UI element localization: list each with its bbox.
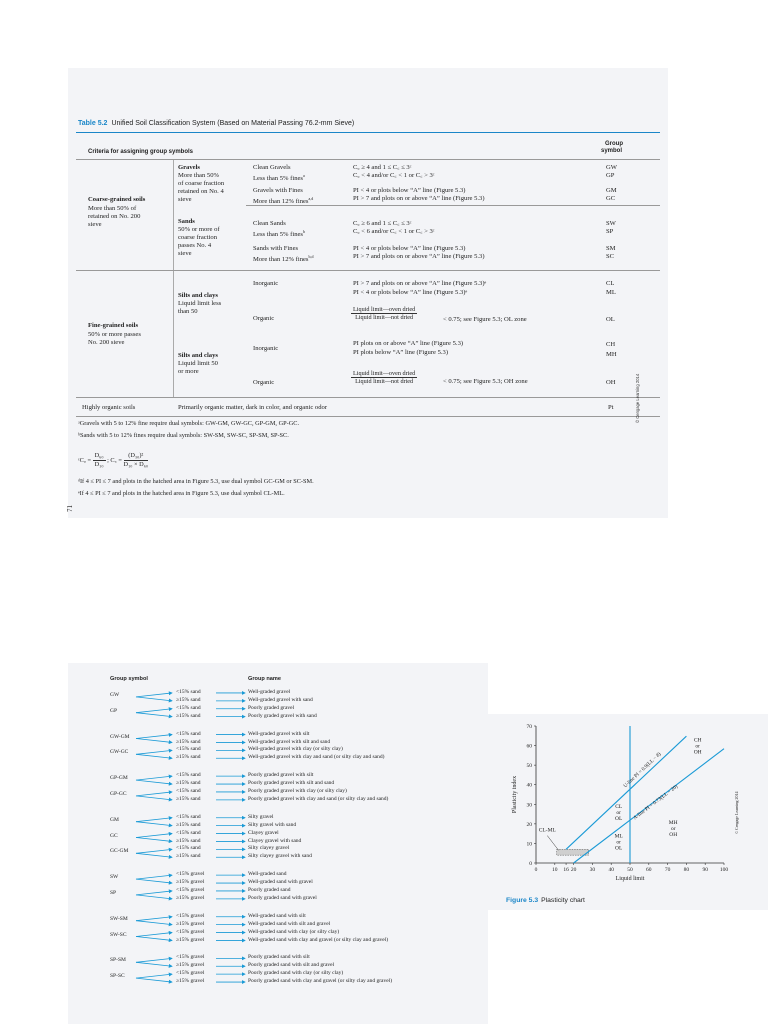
flow-condition: ≥15% gravel — [176, 920, 205, 927]
flow-symbol: SP-SM — [110, 957, 126, 964]
flow-arrow-condition — [136, 750, 172, 754]
zone-cl-ol: OL — [615, 816, 623, 823]
header-symbol: symbol — [601, 148, 623, 154]
fine-highly-rule — [76, 397, 660, 398]
row-clean-sands-b: Less than 5% fines$^b$ — [253, 229, 305, 239]
flow-arrow-condition — [136, 780, 172, 784]
gravels-desc-3: retained on No. 4 — [178, 188, 224, 195]
flow-condition: ≥15% sand — [176, 837, 201, 844]
flow-arrow-condition — [136, 713, 172, 717]
y-tick-label: 60 — [526, 743, 532, 750]
x-tick-label: 20 — [570, 867, 577, 873]
coarse-vrule — [173, 160, 174, 270]
organic-fraction-2-num: Liquid limit—oven dried — [353, 370, 416, 377]
flow-arrow-condition — [136, 697, 172, 701]
flow-condition: <15% sand — [176, 746, 201, 753]
zone-mh-oh: OH — [669, 831, 678, 838]
table-title — [78, 120, 354, 127]
x-tick-label: 100 — [719, 867, 729, 873]
zone-cl-ol: or — [616, 810, 622, 817]
organic-fraction-1 — [351, 306, 417, 321]
flow-condition: <15% sand — [176, 704, 201, 711]
flow-group-name: Poorly graded sand with clay and gravel (or silty clay and gravel) — [248, 978, 393, 985]
flow-group-name: Poorly graded gravel with silt and sand — [248, 780, 335, 787]
footnote-b: ᵇSands with 5 to 12% fines require dual symbols: SW-SM, SW-SC, SP-SM, SP-SC. — [78, 432, 289, 439]
flow-symbol: GP-GM — [110, 775, 128, 782]
flow-arrow-condition — [136, 838, 172, 842]
zone-mh-oh: or — [670, 825, 676, 832]
flow-group-name: Poorly graded gravel with clay (or silty clay) — [248, 788, 347, 794]
symbol-sw: SW — [606, 220, 616, 227]
flow-group-name: Poorly graded sand with silt — [248, 954, 310, 961]
flow-symbol: GC-GM — [110, 848, 129, 855]
row-sands-fines-a: Sands with Fines — [253, 245, 299, 252]
x-tick-label: 30 — [589, 867, 596, 873]
flow-arrow-condition — [136, 978, 172, 982]
flow-symbol: SP-SC — [110, 973, 125, 980]
y-tick-label: 30 — [526, 802, 532, 809]
zone-ch-oh: or — [695, 743, 700, 750]
flow-group-name: Well-graded sand with clay (or silty clay) — [248, 928, 340, 935]
figure-label: Figure 5.3 — [506, 897, 539, 904]
cl-ml-hatched-zone — [557, 849, 589, 855]
flow-condition: <15% gravel — [176, 970, 205, 977]
flow-header-name: Group name — [248, 676, 281, 682]
flow-arrow-condition — [136, 822, 172, 826]
flow-group-name: Poorly graded gravel with sand — [248, 712, 317, 719]
flow-arrow-condition — [136, 754, 172, 758]
table-label: Table 5.2 — [78, 120, 108, 127]
flow-condition: ≥15% gravel — [176, 936, 205, 943]
table-top-rule — [76, 132, 660, 133]
gravels-desc-1: More than 50% — [178, 172, 220, 179]
flow-condition: <15% gravel — [176, 928, 205, 935]
highly-organic-desc: Primarily organic matter, dark in color, and organic odor — [178, 404, 328, 411]
flow-symbol: SW-SC — [110, 931, 127, 938]
row-gravels-fines-a: Gravels with Fines — [253, 187, 303, 194]
symbol-gm: GM — [606, 187, 617, 194]
symbol-ml: ML — [606, 289, 616, 296]
zone-cl-ml: CL-ML — [538, 827, 556, 834]
sands-desc-1: 50% or more of — [178, 226, 220, 233]
row-clean-sands-a: Clean Sands — [253, 220, 286, 227]
flow-group-name: Silty clayey gravel with sand — [248, 853, 312, 860]
silts50-desc-2: than 50 — [178, 308, 198, 315]
flow-symbol: GP-GC — [110, 790, 127, 797]
symbol-sm: SM — [606, 245, 616, 252]
flow-group-name: Poorly graded gravel with silt — [248, 772, 314, 779]
flow-arrow-condition — [136, 974, 172, 978]
x-tick-label: 70 — [664, 867, 671, 873]
header-group: Group — [605, 141, 623, 147]
flow-condition: <15% sand — [176, 689, 201, 695]
flow-group-name: Well-graded sand with clay and gravel (or silty clay and gravel) — [248, 936, 389, 943]
flow-condition: ≥15% sand — [176, 853, 201, 860]
flow-arrow-condition — [136, 776, 172, 780]
flow-condition: ≥15% sand — [176, 738, 201, 745]
flow-condition: ≥15% gravel — [176, 978, 205, 985]
fine-vrule — [173, 271, 174, 397]
y-tick-label: 50 — [526, 763, 532, 770]
a-line-label: A-line PI = 0.73(LL − 20) — [632, 783, 680, 822]
flow-symbol: GW — [110, 691, 120, 698]
row-clean-gravels-a: Clean Gravels — [253, 164, 291, 171]
flow-condition: ≥15% sand — [176, 780, 201, 787]
flow-condition: <15% sand — [176, 845, 201, 852]
chart-copyright: © Cengage Learning 2014 — [734, 791, 739, 834]
zone-ml-ol: or — [616, 839, 622, 846]
flow-group-name: Silty gravel — [248, 813, 274, 820]
flow-group-name: Well-graded sand — [248, 871, 287, 878]
table-copyright: © Cengage Learning 2014 — [635, 373, 640, 423]
flow-condition: ≥15% sand — [176, 696, 201, 703]
y-axis-label: Plasticity index — [512, 775, 518, 814]
flow-group-name: Well-graded sand with silt — [248, 912, 306, 919]
organic-fraction-2-den: Liquid limit—not dried — [355, 378, 414, 385]
y-tick-label: 20 — [526, 821, 532, 828]
flow-condition: <15% sand — [176, 772, 201, 779]
gravels-title: Gravels — [178, 164, 200, 171]
coarse-desc-3: sieve — [88, 221, 102, 228]
y-tick-label: 0 — [529, 861, 532, 867]
table-title-text: Unified Soil Classification System (Based on Material Passing 76.2-mm Sieve) — [111, 120, 355, 127]
plasticity-chart-panel — [488, 714, 768, 910]
flow-arrow-condition — [136, 958, 172, 962]
flow-group-name: Poorly graded gravel — [248, 704, 295, 711]
symbol-gc: GC — [606, 195, 616, 202]
zone-cl-ol: CL — [615, 804, 623, 811]
footnote-a: ᵃGravels with 5 to 12% fine require dual symbols: GW-GM, GW-GC, GP-GM, GP-GC. — [78, 420, 300, 427]
row-sands-fines-b: More than 12% fines$^{b,d}$ — [253, 254, 314, 264]
organic-label-1: Organic — [253, 315, 275, 322]
flow-symbol: SW — [110, 874, 119, 881]
row-sands-fines-c2: PI > 7 and plots on or above “A” line (Figure 5.3) — [353, 253, 485, 260]
flow-condition: <15% sand — [176, 730, 201, 737]
flow-arrow-condition — [136, 875, 172, 879]
y-tick-label: 40 — [526, 782, 532, 789]
flow-arrow-condition — [136, 921, 172, 925]
inorg2-c1: PI plots on or above “A” line (Figure 5.3) — [353, 340, 464, 347]
flow-group-name: Clayey gravel — [248, 829, 279, 836]
flow-arrow-condition — [136, 895, 172, 899]
zone-ch-oh: OH — [693, 749, 702, 756]
row-clean-gravels-c1: Cᵤ ≥ 4 and 1 ≤ C꜀ ≤ 3ᶜ — [353, 164, 412, 171]
x-tick-label: 50 — [627, 867, 633, 873]
row-clean-gravels-c2: Cᵤ < 4 and/or C꜀ < 1 or C꜀ > 3ᶜ — [353, 172, 435, 179]
x-axis-label: Liquid limit — [615, 876, 645, 882]
flow-arrow-condition — [136, 739, 172, 743]
flow-arrow-condition — [136, 937, 172, 941]
flow-symbol: GP — [110, 707, 118, 714]
row-sands-fines-c1: PI < 4 or plots below “A” line (Figure 5.3) — [353, 245, 466, 252]
coarse-desc-2: retained on No. 200 — [88, 213, 141, 220]
header-criteria: Criteria for assigning group symbols — [88, 149, 194, 155]
u-line-label: U-line PI = 0.9(LL − 8) — [622, 751, 663, 790]
flow-arrow-condition — [136, 735, 172, 739]
symbol-oh: OH — [606, 379, 616, 386]
flow-group-name: Well-graded gravel with clay and sand (or silty clay and sand) — [248, 754, 385, 761]
flow-symbol: SP — [110, 889, 117, 896]
coarse-fine-rule — [76, 270, 660, 271]
zone-ml-ol: ML — [614, 833, 623, 840]
plasticity-chart — [488, 714, 768, 910]
group-name-flowchart — [68, 663, 488, 1024]
sands-desc-4: sieve — [178, 250, 192, 257]
flow-arrow-condition — [136, 853, 172, 857]
flow-condition: <15% gravel — [176, 912, 205, 919]
table-bottom-rule — [76, 416, 660, 417]
organic-fraction-1-num: Liquid limit—oven dried — [353, 306, 416, 313]
flow-symbol: GC — [110, 832, 118, 839]
flow-group-name: Silty clayey gravel — [248, 845, 290, 852]
flow-condition: ≥15% gravel — [176, 962, 205, 969]
symbol-sc: SC — [606, 253, 615, 260]
flow-arrow-condition — [136, 796, 172, 800]
flow-group-name: Well-graded gravel with silt and sand — [248, 738, 331, 745]
footnote-c-formula: ᶜCᵤ = $\frac{\text{D₆₀}}{\text{D₁₀}}$ ; C꜀ = $\frac{\text{(D₃₀)²}}{\text{D₁₀ × D₆₀}}$ — [78, 452, 149, 468]
flow-arrow-condition — [136, 834, 172, 838]
inorganic-label-1: Inorganic — [253, 280, 279, 287]
flow-condition: ≥15% gravel — [176, 894, 205, 901]
flow-arrow-condition — [136, 879, 172, 883]
zone-ml-ol: OL — [615, 845, 623, 852]
figure-caption — [506, 897, 585, 904]
zone-ch-oh: CH — [693, 737, 702, 744]
flow-arrow-condition — [136, 891, 172, 895]
sands-desc-3: passes No. 4 — [178, 242, 212, 249]
flow-group-name: Silty gravel with sand — [248, 821, 297, 828]
y-tick-label: 10 — [526, 841, 532, 848]
inorg2-c2: PI plots below “A” line (Figure 5.3) — [353, 349, 449, 356]
flow-condition: ≥15% sand — [176, 754, 201, 761]
flow-group-name: Well-graded gravel with clay (or silty clay) — [248, 746, 343, 753]
flow-group-name: Well-graded gravel with sand — [248, 696, 313, 703]
flow-group-name: Poorly graded sand — [248, 887, 291, 893]
flow-condition: <15% gravel — [176, 871, 205, 878]
footnote-e: ᵉIf 4 ≤ PI ≤ 7 and plots in the hatched area in Figure 5.3, use dual symbol CL-ML. — [78, 490, 285, 497]
row-gravels-fines-c2: PI > 7 and plots on or above “A” line (Figure 5.3) — [353, 195, 485, 202]
page-mark: 71 — [66, 505, 74, 512]
highly-organic-label: Highly organic soils — [82, 404, 136, 411]
flow-condition: <15% gravel — [176, 887, 205, 893]
table-5-2-panel — [68, 68, 668, 518]
flow-arrow-condition — [136, 917, 172, 921]
flow-arrow-condition — [136, 933, 172, 937]
flow-group-name: Poorly graded gravel with clay and sand (or silty clay and sand) — [248, 795, 389, 802]
silts50-title: Silts and clays — [178, 292, 218, 299]
x-tick-label: 40 — [608, 867, 614, 873]
symbol-cl: CL — [606, 280, 615, 287]
symbol-pt: Pt — [608, 404, 614, 411]
flow-arrow-condition — [136, 818, 172, 822]
org1-tail: < 0.75; see Figure 5.3; OL zone — [443, 316, 527, 323]
organic-fraction-1-den: Liquid limit—not dried — [355, 314, 414, 321]
flow-group-name: Poorly graded sand with silt and gravel — [248, 962, 335, 969]
inorg1-c2: PI < 4 or plots below “A” line (Figure 5.3)ᵉ — [353, 289, 468, 296]
flow-condition: ≥15% sand — [176, 821, 201, 828]
x-tick-label: 60 — [646, 867, 652, 873]
flow-condition: <15% sand — [176, 788, 201, 794]
row-clean-sands-c2: Cᵤ < 6 and/or C꜀ < 1 or C꜀ > 3ᶜ — [353, 228, 435, 235]
x-tick-label: 80 — [683, 867, 690, 873]
symbol-mh: MH — [606, 351, 617, 358]
flow-symbol: GW-GC — [110, 749, 129, 756]
flow-arrow-condition — [136, 693, 172, 697]
row-gravels-fines-b: More than 12% fines$^{a,d}$ — [253, 196, 314, 206]
coarse-title: Coarse-grained soils — [88, 196, 146, 203]
zone-mh-oh: MH — [668, 819, 678, 826]
flow-arrow-condition — [136, 849, 172, 853]
flow-group-name: Well-graded sand with silt and gravel — [248, 920, 331, 927]
flow-group-name: Well-graded gravel with silt — [248, 730, 310, 737]
fine-desc-2: No. 200 sieve — [88, 339, 125, 346]
org2-tail: < 0.75; see Figure 5.3; OH zone — [443, 378, 528, 385]
row-clean-gravels-b: Less than 5% fines$^a$ — [253, 173, 305, 183]
symbol-ch: CH — [606, 341, 616, 348]
flow-symbol: SW-SM — [110, 915, 128, 922]
gravels-desc-2: of coarse fraction — [178, 180, 225, 187]
figure-caption-text: Plasticity chart — [541, 897, 585, 904]
footnote-d: ᵈIf 4 ≤ PI ≤ 7 and plots in the hatched area in Figure 5.3, use dual symbol GC-GM or SC-SM. — [78, 478, 314, 485]
silts50-desc-1: Liquid limit less — [178, 300, 222, 307]
symbol-sp: SP — [606, 228, 614, 235]
sands-title: Sands — [178, 218, 195, 225]
silts50plus-desc-2: or more — [178, 368, 199, 375]
inorg1-c1: PI > 7 and plots on or above “A” line (Figure 5.3)ᵉ — [353, 280, 487, 287]
header-rule — [76, 159, 660, 160]
fine-desc-1: 50% or more passes — [88, 331, 141, 338]
x-tick-label: 10 — [552, 867, 558, 873]
organic-fraction-2 — [351, 370, 417, 385]
flow-group-name: Well-graded sand with gravel — [248, 879, 313, 886]
x-tick-label: 0 — [534, 867, 538, 873]
symbol-ol: OL — [606, 316, 615, 323]
flow-arrow-condition — [136, 709, 172, 713]
cl-ml-pointer — [547, 836, 558, 851]
flow-condition: ≥15% gravel — [176, 879, 205, 886]
inorganic-label-2: Inorganic — [253, 345, 279, 352]
y-tick-label: 70 — [526, 724, 532, 730]
coarse-desc-1: More than 50% of — [88, 205, 137, 212]
flow-header-symbol: Group symbol — [110, 676, 148, 682]
flow-condition: ≥15% sand — [176, 795, 201, 802]
x-tick-label: 90 — [702, 867, 708, 873]
silts50plus-desc-1: Liquid limit 50 — [178, 360, 218, 367]
row-clean-sands-c1: Cᵤ ≥ 6 and 1 ≤ C꜀ ≤ 3ᶜ — [353, 220, 412, 227]
symbol-gw: GW — [606, 164, 617, 171]
flow-arrow-condition — [136, 962, 172, 966]
flow-condition: ≥15% sand — [176, 712, 201, 719]
flow-arrow-condition — [136, 792, 172, 796]
flow-group-name: Poorly graded sand with gravel — [248, 894, 317, 901]
flow-group-name: Well-graded gravel — [248, 689, 291, 695]
flow-condition: <15% sand — [176, 829, 201, 836]
x-tick-label: 16 — [563, 867, 569, 873]
symbol-gp: GP — [606, 172, 615, 179]
fine-title: Fine-grained soils — [88, 322, 139, 329]
gravels-desc-4: sieve — [178, 196, 192, 203]
flow-group-name: Poorly graded sand with clay (or silty clay) — [248, 970, 344, 977]
flow-group-name: Clayey gravel with sand — [248, 837, 302, 844]
organic-label-2: Organic — [253, 379, 275, 386]
row-gravels-fines-c1: PI < 4 or plots below “A” line (Figure 5.3) — [353, 187, 466, 194]
silts50plus-title: Silts and clays — [178, 352, 218, 359]
flow-symbol: GW-GM — [110, 733, 130, 740]
flow-symbol: GM — [110, 816, 119, 823]
sands-desc-2: coarse fraction — [178, 234, 217, 241]
flow-condition: <15% gravel — [176, 954, 205, 961]
flow-condition: <15% sand — [176, 813, 201, 820]
